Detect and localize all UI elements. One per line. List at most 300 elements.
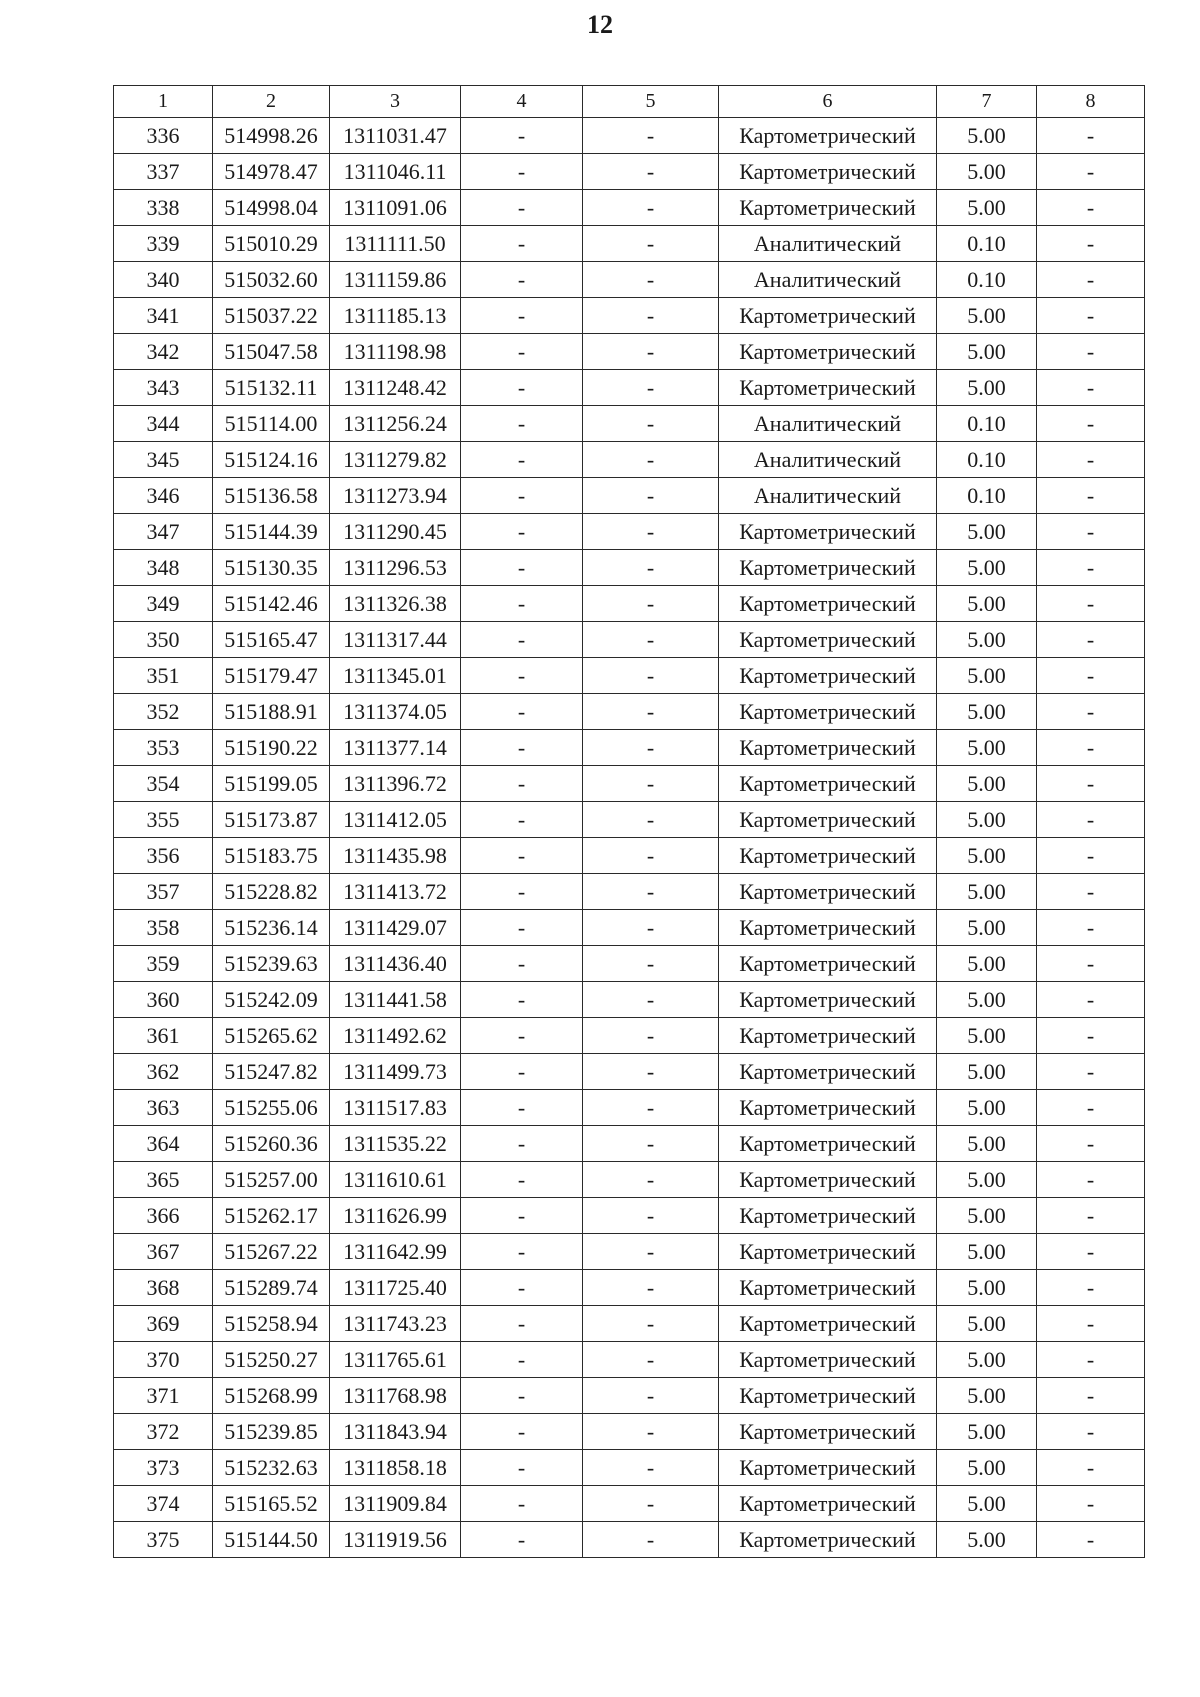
method-cell: Картометрический [719, 1306, 937, 1342]
x-coordinate-cell: 515255.06 [213, 1090, 330, 1126]
col8-cell: - [1037, 1486, 1145, 1522]
method-cell: Картометрический [719, 1486, 937, 1522]
point-number-cell: 371 [114, 1378, 213, 1414]
method-cell: Картометрический [719, 910, 937, 946]
accuracy-cell: 5.00 [937, 370, 1037, 406]
x-coordinate-cell: 515132.11 [213, 370, 330, 406]
method-cell: Картометрический [719, 802, 937, 838]
col4-cell: - [461, 1018, 583, 1054]
col5-cell: - [583, 262, 719, 298]
column-header: 2 [213, 86, 330, 118]
point-number-cell: 339 [114, 226, 213, 262]
method-cell: Картометрический [719, 1090, 937, 1126]
col5-cell: - [583, 1342, 719, 1378]
method-cell: Аналитический [719, 478, 937, 514]
accuracy-cell: 5.00 [937, 838, 1037, 874]
col4-cell: - [461, 442, 583, 478]
method-cell: Картометрический [719, 1234, 937, 1270]
point-number-cell: 368 [114, 1270, 213, 1306]
accuracy-cell: 5.00 [937, 1378, 1037, 1414]
accuracy-cell: 5.00 [937, 586, 1037, 622]
table-row [114, 1162, 1145, 1198]
accuracy-cell: 5.00 [937, 1198, 1037, 1234]
point-number-cell: 370 [114, 1342, 213, 1378]
point-number-cell: 355 [114, 802, 213, 838]
col4-cell: - [461, 1054, 583, 1090]
accuracy-cell: 5.00 [937, 1162, 1037, 1198]
col5-cell: - [583, 190, 719, 226]
y-coordinate-cell: 1311159.86 [330, 262, 461, 298]
y-coordinate-cell: 1311441.58 [330, 982, 461, 1018]
point-number-cell: 337 [114, 154, 213, 190]
point-number-cell: 336 [114, 118, 213, 154]
table-row [114, 1306, 1145, 1342]
x-coordinate-cell: 515260.36 [213, 1126, 330, 1162]
col8-cell: - [1037, 730, 1145, 766]
table-row [114, 370, 1145, 406]
y-coordinate-cell: 1311374.05 [330, 694, 461, 730]
col8-cell: - [1037, 118, 1145, 154]
col8-cell: - [1037, 1234, 1145, 1270]
point-number-cell: 366 [114, 1198, 213, 1234]
table-row [114, 1522, 1145, 1558]
method-cell: Аналитический [719, 406, 937, 442]
y-coordinate-cell: 1311768.98 [330, 1378, 461, 1414]
col4-cell: - [461, 766, 583, 802]
col8-cell: - [1037, 586, 1145, 622]
point-number-cell: 367 [114, 1234, 213, 1270]
y-coordinate-cell: 1311435.98 [330, 838, 461, 874]
col8-cell: - [1037, 1522, 1145, 1558]
method-cell: Картометрический [719, 550, 937, 586]
x-coordinate-cell: 515236.14 [213, 910, 330, 946]
table-row [114, 946, 1145, 982]
table-row [114, 1414, 1145, 1450]
col4-cell: - [461, 1522, 583, 1558]
y-coordinate-cell: 1311317.44 [330, 622, 461, 658]
coordinates-table [113, 85, 1145, 1558]
col8-cell: - [1037, 946, 1145, 982]
col4-cell: - [461, 1270, 583, 1306]
y-coordinate-cell: 1311642.99 [330, 1234, 461, 1270]
method-cell: Картометрический [719, 370, 937, 406]
method-cell: Картометрический [719, 1018, 937, 1054]
x-coordinate-cell: 515047.58 [213, 334, 330, 370]
table-row [114, 766, 1145, 802]
col5-cell: - [583, 406, 719, 442]
col5-cell: - [583, 1018, 719, 1054]
method-cell: Картометрический [719, 1342, 937, 1378]
accuracy-cell: 5.00 [937, 766, 1037, 802]
col8-cell: - [1037, 802, 1145, 838]
accuracy-cell: 5.00 [937, 298, 1037, 334]
table-row [114, 982, 1145, 1018]
point-number-cell: 361 [114, 1018, 213, 1054]
col5-cell: - [583, 1450, 719, 1486]
table-row [114, 1342, 1145, 1378]
col4-cell: - [461, 658, 583, 694]
col4-cell: - [461, 1198, 583, 1234]
col4-cell: - [461, 802, 583, 838]
accuracy-cell: 5.00 [937, 1090, 1037, 1126]
point-number-cell: 352 [114, 694, 213, 730]
x-coordinate-cell: 515173.87 [213, 802, 330, 838]
column-header: 4 [461, 86, 583, 118]
method-cell: Картометрический [719, 118, 937, 154]
col8-cell: - [1037, 838, 1145, 874]
x-coordinate-cell: 515190.22 [213, 730, 330, 766]
point-number-cell: 345 [114, 442, 213, 478]
method-cell: Картометрический [719, 766, 937, 802]
y-coordinate-cell: 1311610.61 [330, 1162, 461, 1198]
col4-cell: - [461, 550, 583, 586]
accuracy-cell: 5.00 [937, 1234, 1037, 1270]
point-number-cell: 362 [114, 1054, 213, 1090]
y-coordinate-cell: 1311858.18 [330, 1450, 461, 1486]
point-number-cell: 351 [114, 658, 213, 694]
col4-cell: - [461, 874, 583, 910]
method-cell: Картометрический [719, 1054, 937, 1090]
accuracy-cell: 5.00 [937, 550, 1037, 586]
page-number: 12 [587, 10, 613, 39]
accuracy-cell: 5.00 [937, 1054, 1037, 1090]
method-cell: Картометрический [719, 730, 937, 766]
col4-cell: - [461, 334, 583, 370]
col8-cell: - [1037, 910, 1145, 946]
y-coordinate-cell: 1311248.42 [330, 370, 461, 406]
table-row [114, 334, 1145, 370]
method-cell: Картометрический [719, 1270, 937, 1306]
col8-cell: - [1037, 478, 1145, 514]
col4-cell: - [461, 1306, 583, 1342]
col8-cell: - [1037, 694, 1145, 730]
y-coordinate-cell: 1311412.05 [330, 802, 461, 838]
method-cell: Картометрический [719, 1198, 937, 1234]
method-cell: Картометрический [719, 838, 937, 874]
table-row [114, 154, 1145, 190]
accuracy-cell: 5.00 [937, 694, 1037, 730]
y-coordinate-cell: 1311091.06 [330, 190, 461, 226]
table-row [114, 586, 1145, 622]
y-coordinate-cell: 1311517.83 [330, 1090, 461, 1126]
col4-cell: - [461, 622, 583, 658]
column-header: 6 [719, 86, 937, 118]
point-number-cell: 374 [114, 1486, 213, 1522]
col4-cell: - [461, 730, 583, 766]
x-coordinate-cell: 515242.09 [213, 982, 330, 1018]
method-cell: Картометрический [719, 1126, 937, 1162]
point-number-cell: 341 [114, 298, 213, 334]
point-number-cell: 342 [114, 334, 213, 370]
col5-cell: - [583, 370, 719, 406]
col5-cell: - [583, 334, 719, 370]
col4-cell: - [461, 154, 583, 190]
x-coordinate-cell: 515183.75 [213, 838, 330, 874]
method-cell: Картометрический [719, 1450, 937, 1486]
y-coordinate-cell: 1311725.40 [330, 1270, 461, 1306]
col5-cell: - [583, 1234, 719, 1270]
accuracy-cell: 5.00 [937, 910, 1037, 946]
col8-cell: - [1037, 1414, 1145, 1450]
table-row [114, 730, 1145, 766]
accuracy-cell: 5.00 [937, 190, 1037, 226]
y-coordinate-cell: 1311046.11 [330, 154, 461, 190]
y-coordinate-cell: 1311185.13 [330, 298, 461, 334]
table-row [114, 190, 1145, 226]
col8-cell: - [1037, 226, 1145, 262]
x-coordinate-cell: 515010.29 [213, 226, 330, 262]
col4-cell: - [461, 1234, 583, 1270]
accuracy-cell: 5.00 [937, 154, 1037, 190]
method-cell: Картометрический [719, 1162, 937, 1198]
y-coordinate-cell: 1311031.47 [330, 118, 461, 154]
col4-cell: - [461, 1450, 583, 1486]
col5-cell: - [583, 946, 719, 982]
table-row [114, 802, 1145, 838]
col4-cell: - [461, 1162, 583, 1198]
col5-cell: - [583, 478, 719, 514]
y-coordinate-cell: 1311429.07 [330, 910, 461, 946]
col8-cell: - [1037, 1198, 1145, 1234]
x-coordinate-cell: 515262.17 [213, 1198, 330, 1234]
col5-cell: - [583, 694, 719, 730]
col8-cell: - [1037, 298, 1145, 334]
y-coordinate-cell: 1311535.22 [330, 1126, 461, 1162]
point-number-cell: 353 [114, 730, 213, 766]
method-cell: Аналитический [719, 226, 937, 262]
method-cell: Картометрический [719, 154, 937, 190]
col5-cell: - [583, 586, 719, 622]
table-row [114, 1054, 1145, 1090]
column-header: 8 [1037, 86, 1145, 118]
table-row [114, 550, 1145, 586]
x-coordinate-cell: 515130.35 [213, 550, 330, 586]
col4-cell: - [461, 406, 583, 442]
table-row [114, 1450, 1145, 1486]
col5-cell: - [583, 730, 719, 766]
point-number-cell: 365 [114, 1162, 213, 1198]
y-coordinate-cell: 1311377.14 [330, 730, 461, 766]
col4-cell: - [461, 946, 583, 982]
col4-cell: - [461, 586, 583, 622]
table-row [114, 478, 1145, 514]
accuracy-cell: 5.00 [937, 622, 1037, 658]
col8-cell: - [1037, 514, 1145, 550]
col8-cell: - [1037, 1306, 1145, 1342]
col4-cell: - [461, 226, 583, 262]
point-number-cell: 350 [114, 622, 213, 658]
accuracy-cell: 5.00 [937, 1306, 1037, 1342]
accuracy-cell: 0.10 [937, 442, 1037, 478]
col8-cell: - [1037, 1342, 1145, 1378]
point-number-cell: 356 [114, 838, 213, 874]
x-coordinate-cell: 515124.16 [213, 442, 330, 478]
accuracy-cell: 5.00 [937, 514, 1037, 550]
table-body [114, 118, 1145, 1558]
y-coordinate-cell: 1311436.40 [330, 946, 461, 982]
col4-cell: - [461, 838, 583, 874]
col8-cell: - [1037, 1378, 1145, 1414]
x-coordinate-cell: 515268.99 [213, 1378, 330, 1414]
point-number-cell: 349 [114, 586, 213, 622]
x-coordinate-cell: 514998.26 [213, 118, 330, 154]
accuracy-cell: 5.00 [937, 1342, 1037, 1378]
x-coordinate-cell: 515144.39 [213, 514, 330, 550]
method-cell: Картометрический [719, 622, 937, 658]
col8-cell: - [1037, 1450, 1145, 1486]
method-cell: Картометрический [719, 658, 937, 694]
method-cell: Картометрический [719, 946, 937, 982]
col4-cell: - [461, 190, 583, 226]
col5-cell: - [583, 1270, 719, 1306]
y-coordinate-cell: 1311273.94 [330, 478, 461, 514]
x-coordinate-cell: 515165.52 [213, 1486, 330, 1522]
point-number-cell: 375 [114, 1522, 213, 1558]
col5-cell: - [583, 982, 719, 1018]
col8-cell: - [1037, 1090, 1145, 1126]
col8-cell: - [1037, 406, 1145, 442]
col8-cell: - [1037, 1162, 1145, 1198]
accuracy-cell: 5.00 [937, 1126, 1037, 1162]
col4-cell: - [461, 1414, 583, 1450]
col4-cell: - [461, 118, 583, 154]
table-row [114, 874, 1145, 910]
x-coordinate-cell: 515247.82 [213, 1054, 330, 1090]
x-coordinate-cell: 515032.60 [213, 262, 330, 298]
y-coordinate-cell: 1311743.23 [330, 1306, 461, 1342]
col4-cell: - [461, 1090, 583, 1126]
accuracy-cell: 5.00 [937, 982, 1037, 1018]
y-coordinate-cell: 1311919.56 [330, 1522, 461, 1558]
table-row [114, 658, 1145, 694]
col4-cell: - [461, 262, 583, 298]
x-coordinate-cell: 515188.91 [213, 694, 330, 730]
table-row [114, 514, 1145, 550]
accuracy-cell: 5.00 [937, 1414, 1037, 1450]
accuracy-cell: 5.00 [937, 118, 1037, 154]
accuracy-cell: 5.00 [937, 946, 1037, 982]
x-coordinate-cell: 515289.74 [213, 1270, 330, 1306]
col5-cell: - [583, 550, 719, 586]
x-coordinate-cell: 515144.50 [213, 1522, 330, 1558]
x-coordinate-cell: 514998.04 [213, 190, 330, 226]
col4-cell: - [461, 694, 583, 730]
table-row [114, 1486, 1145, 1522]
accuracy-cell: 0.10 [937, 226, 1037, 262]
method-cell: Картометрический [719, 1378, 937, 1414]
method-cell: Аналитический [719, 262, 937, 298]
method-cell: Картометрический [719, 586, 937, 622]
col4-cell: - [461, 1342, 583, 1378]
table-row [114, 262, 1145, 298]
method-cell: Картометрический [719, 982, 937, 1018]
accuracy-cell: 5.00 [937, 1270, 1037, 1306]
col8-cell: - [1037, 154, 1145, 190]
table-header-row [114, 86, 1145, 118]
accuracy-cell: 5.00 [937, 1522, 1037, 1558]
y-coordinate-cell: 1311626.99 [330, 1198, 461, 1234]
method-cell: Картометрический [719, 514, 937, 550]
col8-cell: - [1037, 622, 1145, 658]
col5-cell: - [583, 1414, 719, 1450]
col5-cell: - [583, 1162, 719, 1198]
point-number-cell: 357 [114, 874, 213, 910]
col5-cell: - [583, 118, 719, 154]
column-header: 7 [937, 86, 1037, 118]
point-number-cell: 347 [114, 514, 213, 550]
col5-cell: - [583, 298, 719, 334]
column-header: 1 [114, 86, 213, 118]
point-number-cell: 340 [114, 262, 213, 298]
col5-cell: - [583, 802, 719, 838]
table-row [114, 1126, 1145, 1162]
x-coordinate-cell: 515114.00 [213, 406, 330, 442]
table-row [114, 1378, 1145, 1414]
col5-cell: - [583, 1090, 719, 1126]
table-row [114, 694, 1145, 730]
x-coordinate-cell: 515257.00 [213, 1162, 330, 1198]
x-coordinate-cell: 515199.05 [213, 766, 330, 802]
y-coordinate-cell: 1311279.82 [330, 442, 461, 478]
col5-cell: - [583, 1522, 719, 1558]
table-row [114, 1018, 1145, 1054]
y-coordinate-cell: 1311296.53 [330, 550, 461, 586]
method-cell: Картометрический [719, 334, 937, 370]
point-number-cell: 344 [114, 406, 213, 442]
method-cell: Картометрический [719, 874, 937, 910]
x-coordinate-cell: 515258.94 [213, 1306, 330, 1342]
accuracy-cell: 5.00 [937, 658, 1037, 694]
accuracy-cell: 0.10 [937, 478, 1037, 514]
table-row [114, 838, 1145, 874]
col8-cell: - [1037, 442, 1145, 478]
col8-cell: - [1037, 1270, 1145, 1306]
table-row [114, 406, 1145, 442]
y-coordinate-cell: 1311843.94 [330, 1414, 461, 1450]
col5-cell: - [583, 226, 719, 262]
col5-cell: - [583, 910, 719, 946]
point-number-cell: 369 [114, 1306, 213, 1342]
y-coordinate-cell: 1311413.72 [330, 874, 461, 910]
point-number-cell: 346 [114, 478, 213, 514]
y-coordinate-cell: 1311499.73 [330, 1054, 461, 1090]
x-coordinate-cell: 515239.85 [213, 1414, 330, 1450]
point-number-cell: 354 [114, 766, 213, 802]
x-coordinate-cell: 515267.22 [213, 1234, 330, 1270]
col5-cell: - [583, 1198, 719, 1234]
y-coordinate-cell: 1311492.62 [330, 1018, 461, 1054]
col5-cell: - [583, 838, 719, 874]
y-coordinate-cell: 1311290.45 [330, 514, 461, 550]
method-cell: Картометрический [719, 190, 937, 226]
point-number-cell: 360 [114, 982, 213, 1018]
col8-cell: - [1037, 370, 1145, 406]
table-row [114, 1270, 1145, 1306]
method-cell: Картометрический [719, 694, 937, 730]
y-coordinate-cell: 1311198.98 [330, 334, 461, 370]
col8-cell: - [1037, 1018, 1145, 1054]
col5-cell: - [583, 154, 719, 190]
x-coordinate-cell: 515239.63 [213, 946, 330, 982]
col5-cell: - [583, 874, 719, 910]
method-cell: Картометрический [719, 1522, 937, 1558]
method-cell: Картометрический [719, 1414, 937, 1450]
x-coordinate-cell: 515232.63 [213, 1450, 330, 1486]
table-row [114, 1090, 1145, 1126]
col5-cell: - [583, 1378, 719, 1414]
table-row [114, 442, 1145, 478]
point-number-cell: 359 [114, 946, 213, 982]
